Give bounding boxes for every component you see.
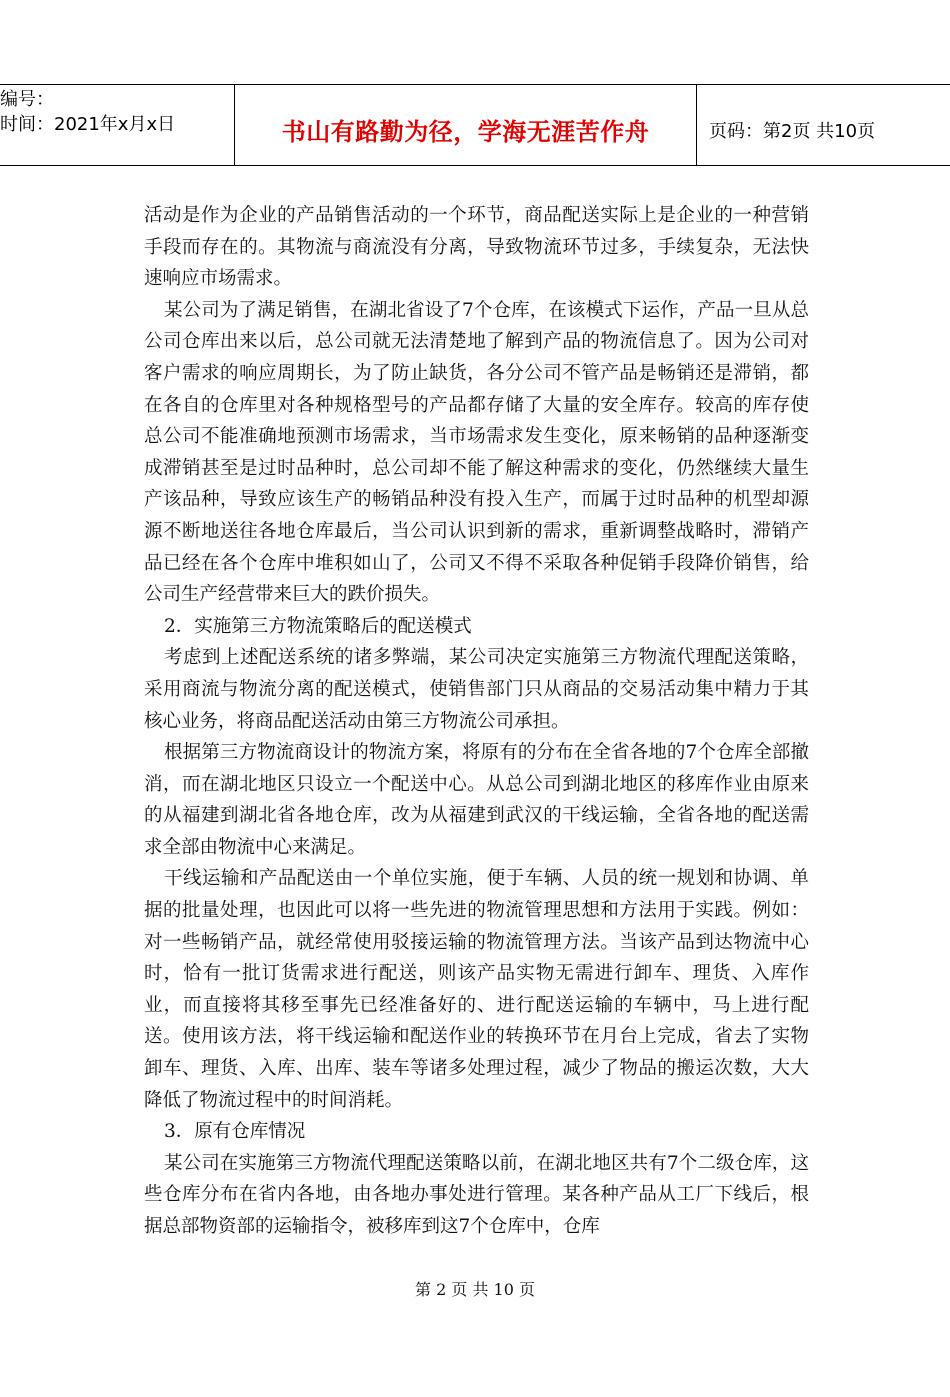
section-heading-2: 2．实施第三方物流策略后的配送模式 — [164, 615, 472, 637]
body-paragraph-4: 根据第三方物流商设计的物流方案，将原有的分布在全省各地的7个仓库全部撤消，而在湖北地区只设立一个配送中心。从总公司到湖北地区的移库作业由原来的从福建到湖北省各地仓库，改为从福建到武汉的干线运输，全省各地的配送需求全部由物流中心来满足。 — [144, 742, 809, 858]
header-motto-cell — [235, 85, 697, 165]
section-heading-3: 3．原有仓库情况 — [164, 1121, 306, 1143]
body-paragraph-2: 某公司为了满足销售，在湖北省设了7个仓库，在该模式下运作，产品一旦从总公司仓库出来以后，总公司就无法清楚地了解到产品的物流信息了。因为公司对客户需求的响应周期长，为了防止缺货，各分公司不管产品是畅销还是滞销，都在各自的仓库里对各种规格型号的产品都存储了大量的安全库存。较高的库存使总公司不能准确地预测市场需求，当市场需求发生变化，原来畅销的品种逐渐变成滞销甚至是过时品种时，总公司却不能了解这种需求的变化，仍然继续大量生产该品种，导致应该生产的畅销品种没有投入生产，而属于过时品种的机型却源源不断地送往各地仓库最后，当公司认识到新的需求，重新调整战略时，滞销产品已经在各个仓库中堆积如山了，公司又不得不采取各种促销手段降价销售，给公司生产经营带来巨大的跌价损失。 — [144, 299, 809, 606]
page-footer: 第 2 页 共 10 页 — [415, 1280, 535, 1299]
header-page-info: 页码：第2页 共10页 — [709, 121, 876, 142]
document-time-label: 时间：2021年x月x日 — [0, 114, 176, 135]
header-page-cell — [697, 85, 950, 165]
body-paragraph-1: 活动是作为企业的产品销售活动的一个环节，商品配送实际上是企业的一种营销手段而存在的。其物流与商流没有分离，导致物流环节过多，手续复杂，无法快速响应市场需求。 — [144, 205, 809, 290]
body-paragraph-3: 考虑到上述配送系统的诸多弊端，某公司决定实施第三方物流代理配送策略，采用商流与物流分离的配送模式，使销售部门只从商品的交易活动集中精力于其核心业务，将商品配送活动由第三方物流公司承担。 — [144, 647, 809, 732]
body-paragraph-5: 干线运输和产品配送由一个单位实施，便于车辆、人员的统一规划和协调、单据的批量处理，也因此可以将一些先进的物流管理思想和方法用于实践。例如：对一些畅销产品，就经常使用驳接运输的物流管理方法。当该产品到达物流中心时，恰有一批订货需求进行配送，则该产品实物无需进行卸车、理货、入库作业，而直接将其移至事先已经准备好的、进行配送运输的车辆中，马上进行配送。使用该方法，将干线运输和配送作业的转换环节在月台上完成，省去了实物卸车、理货、入库、出库、装车等诸多处理过程，减少了物品的搬运次数，大大降低了物流过程中的时间消耗。 — [144, 868, 809, 1111]
header-meta-cell — [0, 85, 235, 165]
header-motto: 书山有路勤为径，学海无涯苦作舟 — [281, 118, 650, 146]
document-number-label: 编号： — [0, 89, 54, 110]
document-body — [144, 200, 809, 1243]
page-header — [0, 84, 950, 166]
body-paragraph-6: 某公司在实施第三方物流代理配送策略以前，在湖北地区共有7个二级仓库，这些仓库分布在省内各地，由各地办事处进行管理。某各种产品从工厂下线后，根据总部物资部的运输指令，被移库到这7个仓库中，仓库 — [144, 1152, 809, 1237]
